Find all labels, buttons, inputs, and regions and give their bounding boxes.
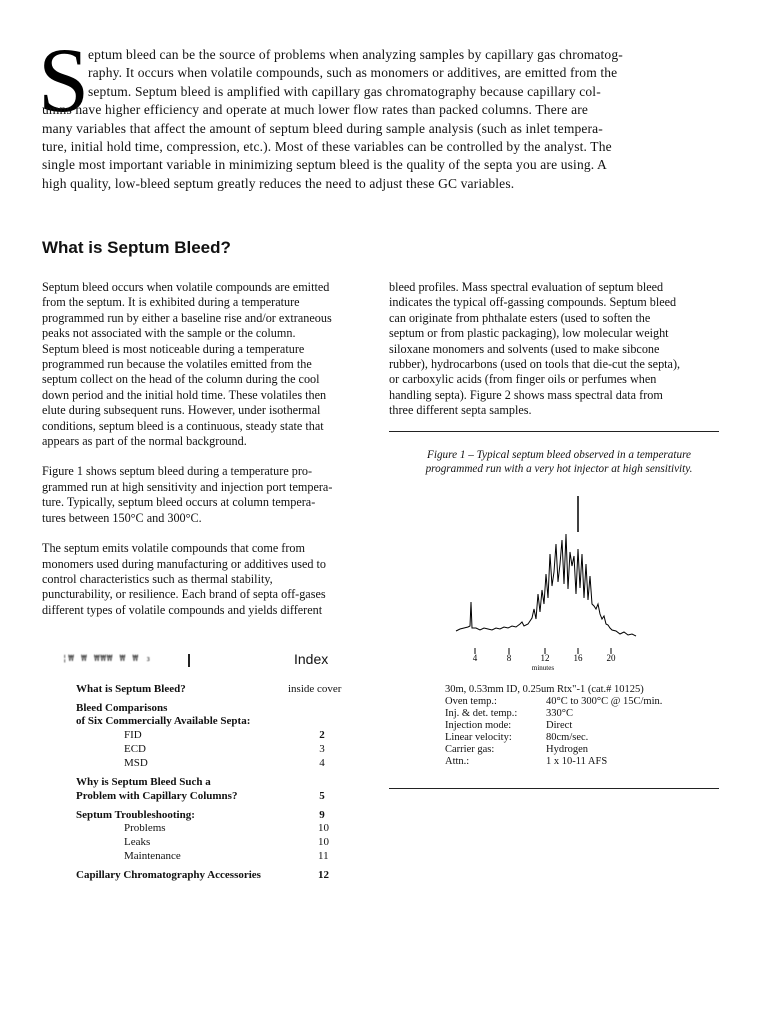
text-line: appears as part of the normal background. (42, 434, 247, 449)
figure-bottom-rule (389, 788, 719, 789)
param-value: Hydrogen (546, 744, 588, 755)
text-line: indicates the typical off-gassing compounds. Septum bleed (389, 295, 677, 310)
chromatogram (450, 494, 640, 674)
intro-line: high quality, low-bleed septum greatly reduces the need to adjust these GC variables. (42, 175, 515, 191)
index-entry-label: Septum Troubleshooting: (76, 809, 195, 821)
index-entry-label: What is Septum Bleed? (76, 683, 186, 695)
index-entry-label: FID (124, 729, 142, 741)
text-line: peaks not associated with the sample or the column. (42, 326, 296, 341)
paragraph-bleed-profiles (389, 280, 729, 419)
text-line: conditions, septum bleed is a continuous, steady state that (42, 418, 324, 433)
index-entry-label: of Six Commercially Available Septa: (76, 715, 251, 727)
intro-line: single most important variable in minimizing septum bleed is the quality of the septa you are using. A (42, 157, 607, 173)
intro-line: ture, initial hold time, compression, etc.). Most of these variables can be controlled by the analyst. The (42, 139, 612, 155)
text-line: different types of volatile compounds and yields different (42, 602, 323, 617)
intro-line: many variables that affect the amount of septum bleed during sample analysis (such as inlet tempera- (42, 120, 603, 136)
param-row (445, 756, 662, 768)
text-line: siloxane monomers and solvents (used to make sibcone (389, 341, 660, 356)
param-row (445, 684, 662, 696)
index-entry-label: Capillary Chromatography Accessories (76, 869, 261, 881)
param-label: Injection mode: (445, 720, 512, 731)
index-entry-page: 3 (319, 743, 325, 755)
text-line: control characteristics such as thermal stability, (42, 571, 273, 586)
text-line: down period and the initial hold time. These volatiles then (42, 387, 327, 402)
index-entry-page: 5 (319, 790, 325, 802)
text-line: elute during subsequent runs. However, under isothermal (42, 403, 321, 418)
index-entry-label: Problem with Capillary Columns? (76, 790, 238, 802)
text-line: bleed profiles. Mass spectral evaluation of septum bleed (389, 280, 664, 294)
param-label: Linear velocity: (445, 732, 512, 743)
drop-cap: S (38, 29, 90, 131)
tick-labels (473, 653, 616, 663)
run-parameters (445, 684, 662, 768)
text-line: programmed run by either a baseline rise and/or extraneous (42, 310, 332, 325)
column-spec: 30m, 0.53mm ID, 0.25um Rtx"-1 (cat.# 10125) (445, 684, 644, 695)
param-value: 330°C (546, 708, 573, 719)
intro-line: raphy. It occurs when volatile compounds, such as monomers or additives, are emitted from the (88, 65, 618, 81)
param-value: Direct (546, 720, 573, 731)
param-value: 1 x 10-11 AFS (546, 756, 608, 767)
index-entry-page: 2 (319, 729, 325, 741)
caption-line: programmed run with a very hot injector at high sensitivity. (425, 463, 693, 475)
logo-scribble: ¦₩ ₩ ₩₩₩ ₩ ₩ ₃ (62, 654, 152, 664)
x-axis-label: minutes (531, 664, 555, 672)
intro-line: umns have higher efficiency and operate at much lower flow rates than packed columns. There are (42, 102, 589, 118)
param-label: Oven temp.: (445, 696, 497, 707)
text-line: handling septa). Figure 2 shows mass spectral data from (389, 387, 663, 402)
divider-bar (188, 654, 190, 667)
text-line: rubber), hydrocarbons (used on tools that die-cut the septa), (389, 357, 681, 372)
text-line: Septum bleed is most noticeable during a temperature (42, 341, 305, 356)
index-entry-label: Maintenance (124, 850, 181, 862)
tick-label: 16 (573, 653, 583, 663)
text-line: ture. Typically, septum bleed occurs at column tempera- (42, 495, 316, 510)
text-line: Septum bleed occurs when volatile compounds are emitted (42, 280, 330, 294)
text-line: Figure 1 shows septum bleed during a temperature pro- (42, 464, 313, 479)
text-line: monomers used during manufacturing or additives used to (42, 556, 326, 571)
chromatogram-trace (456, 534, 636, 636)
intro-line: septum. Septum bleed is amplified with capillary gas chromatography because capillary col- (88, 83, 601, 99)
index-entry-page: 4 (319, 757, 325, 769)
index-title: Index (294, 651, 329, 667)
text-line: grammed run at high sensitivity and injection port tempera- (42, 479, 333, 494)
caption-line: Figure 1 – Typical septum bleed observed in a temperature (427, 449, 691, 461)
param-value: 40°C to 300°C @ 15C/min. (546, 696, 663, 707)
text-line: from the septum. It is exhibited during a temperature (42, 295, 300, 310)
text-line: programmed run because the volatiles emitted from the (42, 357, 312, 372)
tick-label: 8 (506, 653, 512, 663)
param-row (445, 744, 662, 756)
left-column (42, 280, 372, 633)
tick-label: 4 (472, 653, 478, 663)
index-entry-label: Problems (124, 822, 166, 834)
param-row (445, 720, 662, 732)
index-entry-label: MSD (124, 757, 148, 769)
tick-label: 20 (606, 653, 616, 663)
text-line: septum collect on the head of the column during the cool (42, 372, 320, 387)
param-value: 80cm/sec. (546, 732, 589, 743)
param-row (445, 696, 662, 708)
text-line: can originate from phthalate esters (used to soften the (389, 310, 651, 325)
param-label: Attn.: (445, 756, 470, 767)
index-entry-page: 12 (318, 869, 329, 881)
param-label: Carrier gas: (445, 744, 495, 755)
paragraph-figure-reference (42, 464, 372, 526)
paragraph-volatile-compounds (42, 541, 372, 618)
index-entry-page: 9 (319, 809, 325, 821)
text-line: three different septa samples. (389, 403, 532, 418)
index-entry-label: ECD (124, 743, 146, 755)
figure-top-rule (389, 431, 719, 432)
index-entry-page: 10 (318, 822, 329, 834)
index-entry-page: 11 (318, 850, 329, 862)
index-entry-label: Why is Septum Bleed Such a (76, 776, 211, 788)
param-row (445, 708, 662, 720)
text-line: tures between 150°C and 300°C. (42, 510, 202, 525)
index-entry-label: Leaks (124, 836, 151, 848)
tick-label: 12 (540, 653, 550, 663)
index-entry-page: inside cover (288, 683, 342, 695)
section-title: What is Septum Bleed? (42, 238, 231, 257)
right-column (389, 280, 729, 434)
text-line: The septum emits volatile compounds that come from (42, 541, 305, 556)
text-line: septum or from plastic packaging), low molecular weight (389, 326, 669, 341)
intro-paragraph (42, 46, 730, 193)
text-line: or carboxylic acids (from finger oils or perfumes when (389, 372, 657, 387)
figure-caption (389, 448, 729, 476)
paragraph-definition (42, 280, 372, 449)
param-row (445, 732, 662, 744)
text-line: puncturability, or resilience. Each brand of septa off-gases (42, 587, 326, 602)
index-entry-page: 10 (318, 836, 329, 848)
index-header (62, 650, 362, 670)
index-entry-label: Bleed Comparisons (76, 702, 168, 714)
intro-line: eptum bleed can be the source of problems when analyzing samples by capillary gas chromatog- (88, 47, 623, 62)
param-label: Inj. & det. temp.: (445, 708, 518, 719)
